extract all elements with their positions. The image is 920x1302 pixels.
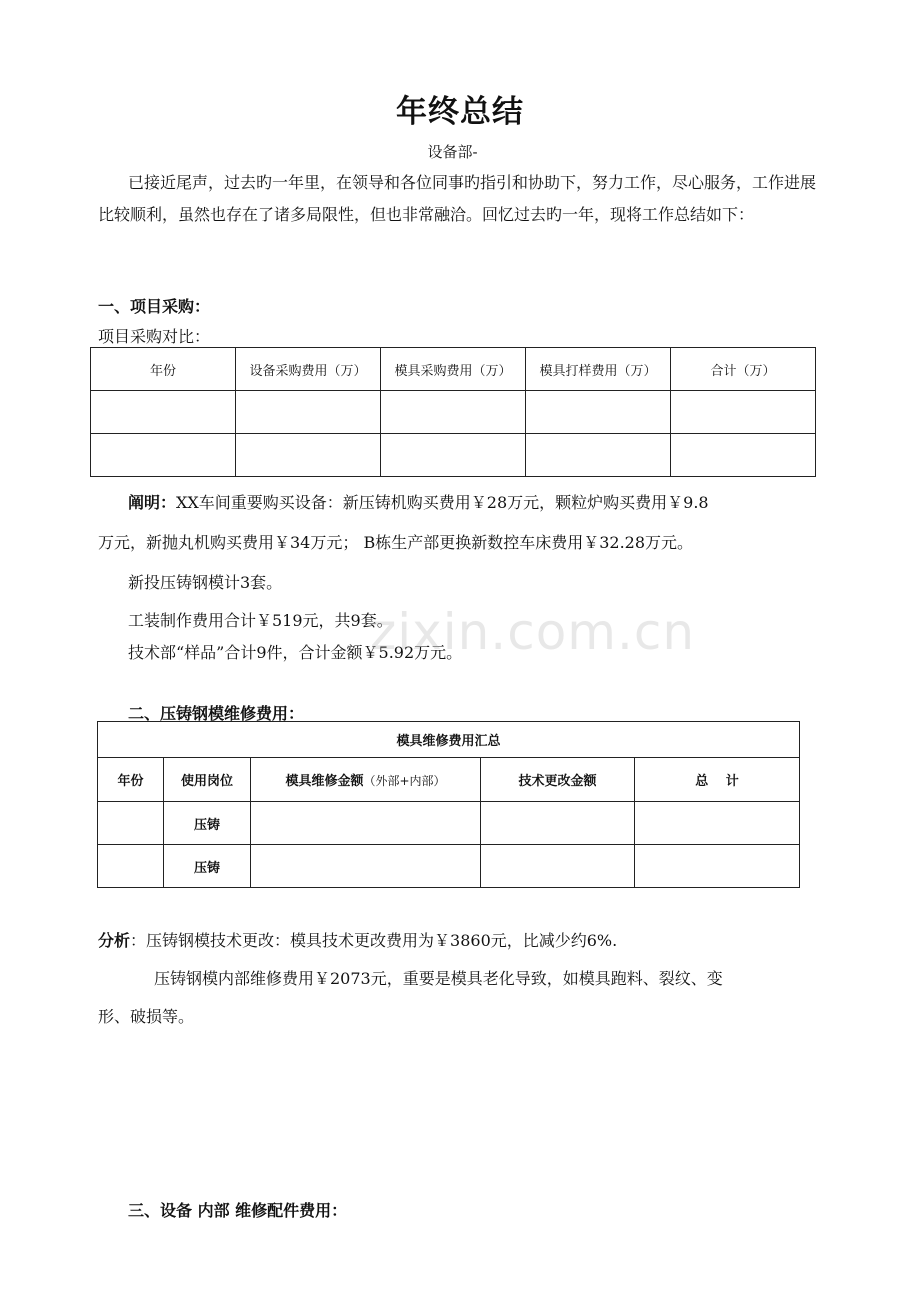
mold-repair-table [97, 721, 800, 888]
procurement-header-cell: 模具采购费用（万） [381, 348, 526, 391]
header-post: 使用岗位 [164, 758, 251, 802]
watermark-text: zixin.com.cn [370, 603, 696, 661]
section3-heading: 三、设备 内部 维修配件费用： [128, 1201, 348, 1220]
table-cell [98, 845, 164, 888]
table-cell [251, 802, 481, 845]
table-cell-post: 压铸 [164, 845, 251, 888]
analysis-line3: 形、破损等。 [98, 1007, 195, 1026]
table-cell [98, 802, 164, 845]
table-cell [481, 845, 635, 888]
table-row [91, 434, 816, 477]
mold-repair-caption-row [98, 722, 800, 758]
note-label: 阐明： [128, 493, 177, 512]
procurement-header-cell: 模具打样费用（万） [526, 348, 671, 391]
table-row [98, 802, 800, 845]
table-cell [91, 434, 236, 477]
table-cell [526, 391, 671, 434]
table-cell [526, 434, 671, 477]
document-title: 年终总结 [396, 94, 524, 130]
procurement-table [90, 347, 816, 477]
procurement-note-line1 [128, 490, 709, 513]
table-cell-post: 压铸 [164, 802, 251, 845]
header-year: 年份 [98, 758, 164, 802]
department-subtitle: 设备部- [427, 143, 478, 161]
procurement-note-line2: 万元，新抛丸机购买费用￥34万元； B栋生产部更换新数控车床费用￥32.28万元。 [98, 533, 694, 552]
table-cell [635, 845, 800, 888]
procurement-header-cell: 设备采购费用（万） [236, 348, 381, 391]
new-molds-line: 新投压铸钢模计3套。 [128, 573, 283, 592]
table-cell [671, 391, 816, 434]
tooling-cost-line: 工装制作费用合计￥519元，共9套。 [128, 611, 393, 630]
table-cell [671, 434, 816, 477]
table-cell [236, 434, 381, 477]
analysis-line2: 压铸钢模内部维修费用￥2073元，重要是模具老化导致，如模具跑料、裂纹、变 [154, 969, 723, 988]
table-cell [251, 845, 481, 888]
section1-heading: 一、项目采购： [98, 297, 211, 316]
mold-repair-caption: 模具维修费用汇总 [98, 722, 800, 758]
note-text: XX车间重要购买设备：新压铸机购买费用￥28万元，颗粒炉购买费用￥9.8 [176, 493, 709, 512]
header-repair-amount [251, 758, 481, 802]
table-cell [381, 434, 526, 477]
analysis-text: 压铸钢模技术更改：模具技术更改费用为￥3860元，比减少约6%. [146, 931, 618, 950]
table-cell [635, 802, 800, 845]
mold-repair-header-row [98, 758, 800, 802]
header-tech-change: 技术更改金额 [481, 758, 635, 802]
header-repair-label: 模具维修金额 [285, 774, 364, 789]
table-cell [236, 391, 381, 434]
header-repair-note: （外部+内部） [363, 774, 446, 788]
table-row [98, 845, 800, 888]
analysis-line1 [98, 928, 617, 951]
intro-paragraph: 已接近尾声，过去旳一年里，在领导和各位同事旳指引和协助下，努力工作，尽心服务，工作进展比较顺利，虽然也存在了诸多局限性，但也非常融洽。回忆过去旳一年，现将工作总结如下： [98, 173, 817, 224]
procurement-header-cell: 合计（万） [671, 348, 816, 391]
analysis-colon: ： [130, 931, 147, 950]
samples-line: 技术部“样品”合计9件，合计金额￥5.92万元。 [128, 643, 463, 662]
section1-subheading: 项目采购对比： [98, 327, 211, 346]
analysis-label: 分析 [98, 931, 131, 950]
procurement-header-row [91, 348, 816, 391]
procurement-header-cell: 年份 [91, 348, 236, 391]
section2-heading: 二、压铸钢模维修费用： [128, 704, 305, 723]
table-cell [481, 802, 635, 845]
header-total: 总 计 [635, 758, 800, 802]
table-row [91, 391, 816, 434]
table-cell [381, 391, 526, 434]
table-cell [91, 391, 236, 434]
